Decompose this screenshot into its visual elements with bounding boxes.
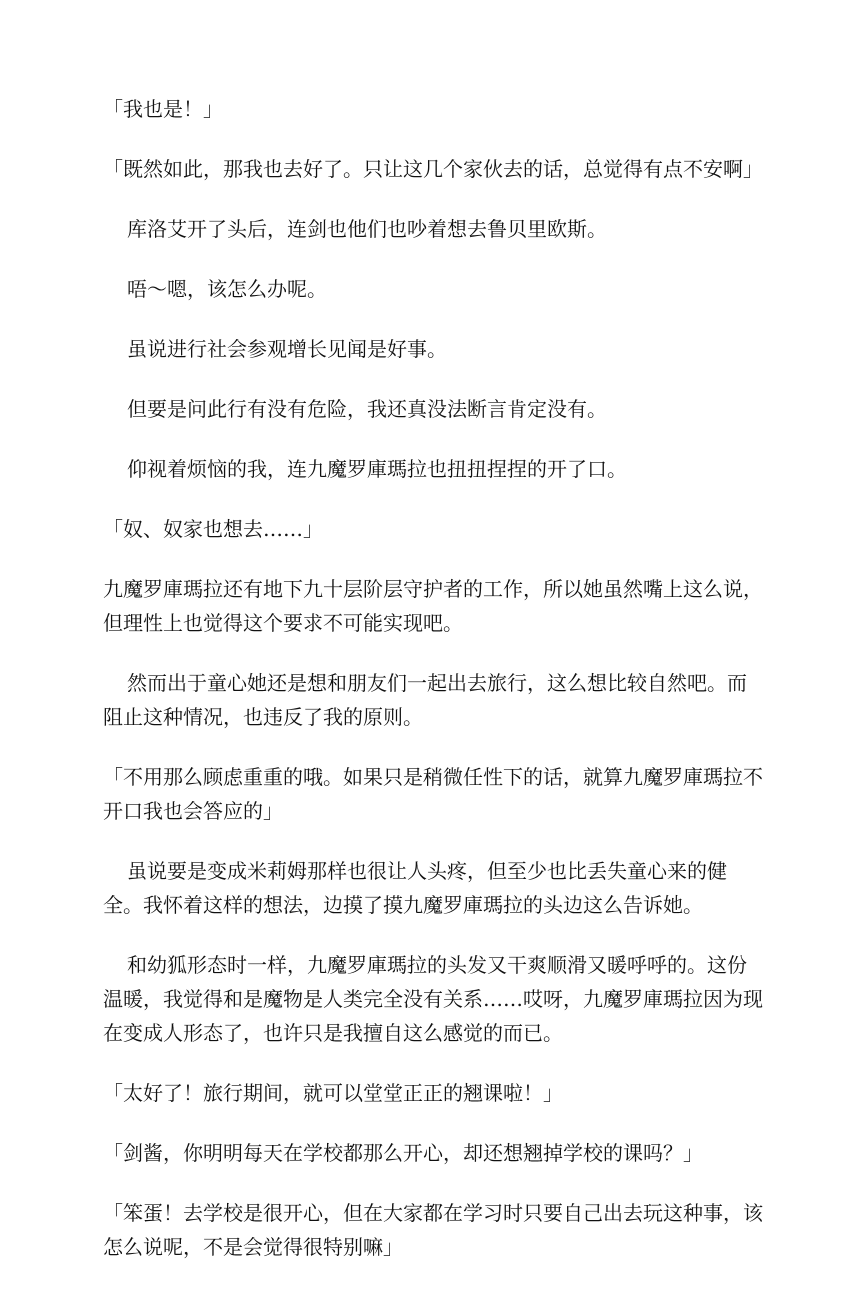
paragraph: 库洛艾开了头后，连剑也他们也吵着想去鲁贝里欧斯。 [127, 217, 607, 241]
paragraph: 仰视着烦恼的我，连九魔罗庫瑪拉也扭扭捏捏的开了口。 [127, 457, 627, 481]
text-body [103, 92, 763, 1290]
paragraph: 虽说要是变成米莉姆那样也很让人头疼，但至少也比丢失童心来的健全。我怀着这样的想法，边摸了摸九魔罗庫瑪拉的头边这么告诉她。 [103, 859, 727, 917]
paragraph: 但要是问此行有没有危险，我还真没法断言肯定没有。 [127, 397, 607, 421]
paragraph: 虽说进行社会参观增长见闻是好事。 [127, 337, 447, 361]
paragraph: 「太好了！旅行期间，就可以堂堂正正的翘课啦！」 [103, 1081, 563, 1105]
paragraph: 「既然如此，那我也去好了。只让这几个家伙去的话，总觉得有点不安啊」 [103, 157, 763, 181]
paragraph: 然而出于童心她还是想和朋友们一起出去旅行，这么想比较自然吧。而阻止这种情况，也违反了我的原则。 [103, 671, 747, 729]
paragraph: 九魔罗庫瑪拉还有地下九十层阶层守护者的工作，所以她虽然嘴上这么说，但理性上也觉得这个要求不可能实现吧。 [103, 577, 763, 635]
paragraph: 和幼狐形态时一样，九魔罗庫瑪拉的头发又干爽顺滑又暖呼呼的。这份温暖，我觉得和是魔物是人类完全没有关系……哎呀，九魔罗庫瑪拉因为现在变成人形态了，也许只是我擅自这么感觉的而已。 [103, 953, 763, 1045]
paragraph: 「笨蛋！去学校是很开心，但在大家都在学习时只要自己出去玩这种事，该怎么说呢，不是会觉得很特别嘛」 [103, 1201, 763, 1259]
paragraph: 「剑酱，你明明每天在学校都那么开心，却还想翘掉学校的课吗？」 [103, 1141, 703, 1165]
paragraph: 唔～嗯，该怎么办呢。 [127, 277, 327, 301]
paragraph: 「奴、奴家也想去……」 [103, 517, 323, 541]
paragraph: 「不用那么顾虑重重的哦。如果只是稍微任性下的话，就算九魔罗庫瑪拉不开口我也会答应的」 [103, 765, 763, 823]
paragraph: 「我也是！」 [103, 97, 223, 121]
